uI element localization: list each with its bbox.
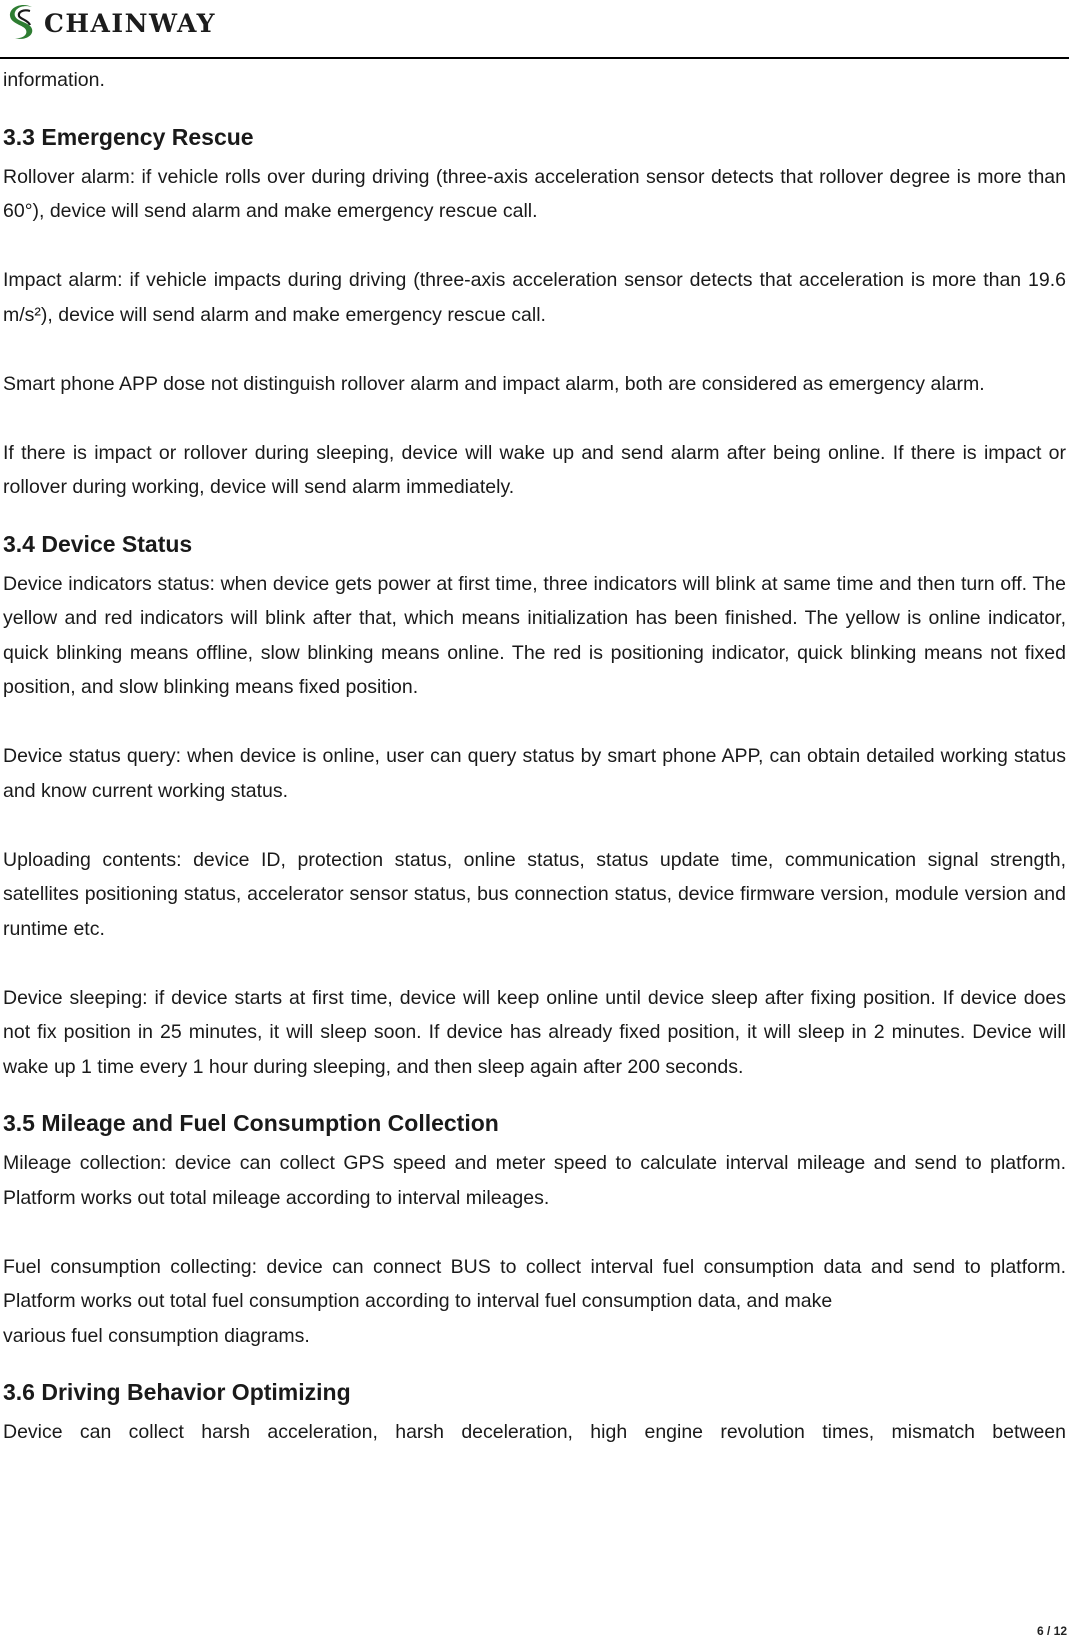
page-number: 6 / 12 [1036,1624,1067,1638]
fuel-consumption-paragraph: Fuel consumption collecting: device can connect BUS to collect interval fuel consumption data and send to platform. Platform works out total fuel consumption according to interval fuel consumption data, and make [3,1255,1066,1312]
status-query-paragraph: Device status query: when device is online, user can query status by smart phone APP, can obtain detailed working status and know current working status. [3,745,1066,802]
logo-text: CHAINWAY [44,8,216,38]
document-body [3,63,1066,1450]
section-3-6-heading: 3.6 Driving Behavior Optimizing [3,1379,351,1405]
header-divider [0,57,1069,59]
page-header [0,0,1069,60]
section-3-3-heading: 3.3 Emergency Rescue [3,123,254,150]
impact-alarm-paragraph: Impact alarm: if vehicle impacts during driving (three-axis acceleration sensor detects that acceleration is more than 19.6 m/s²), device will send alarm and make emergency rescue call. [3,269,1066,326]
driving-behavior-paragraph: Device can collect harsh acceleration, harsh deceleration, high engine revolution times, mismatch between [3,1421,1066,1443]
chainway-s-logo-icon [8,2,40,42]
intro-text: information. [3,69,105,91]
company-logo [8,2,216,42]
device-sleeping-paragraph: Device sleeping: if device starts at first time, device will keep online until device sleep after fixing position. If device does not fix position in 25 minutes, it will sleep soon. If device has already fixed position, it will sleep in 2 minutes. Device will wake up 1 time every 1 hour during sleeping, and then sleep again after 200 seconds. [3,986,1066,1078]
fuel-consumption-paragraph-end: various fuel consumption diagrams. [3,1324,310,1347]
rollover-alarm-paragraph: Rollover alarm: if vehicle rolls over during driving (three-axis acceleration sensor detects that rollover degree is more than 60°), device will send alarm and make emergency rescue call. [3,165,1066,222]
section-3-4-heading: 3.4 Device Status [3,530,193,557]
uploading-contents-paragraph: Uploading contents: device ID, protection status, online status, status update time, communication signal strength, satellites positioning status, accelerator sensor status, bus connection status, device firmware version, module version and runtime etc. [3,848,1066,940]
app-alarm-paragraph: Smart phone APP dose not distinguish rollover alarm and impact alarm, both are considered as emergency alarm. [3,372,985,395]
mileage-collection-paragraph: Mileage collection: device can collect GPS speed and meter speed to calculate interval mileage and send to platform. Platform works out total mileage according to interval mileages. [3,1152,1066,1209]
indicators-status-paragraph: Device indicators status: when device gets power at first time, three indicators will blink at same time and then turn off. The yellow and red indicators will blink after that, which means initialization has been finished. The yellow is online indicator, quick blinking means offline, slow blinking means online. The red is positioning indicator, quick blinking means not fixed position, and slow blinking means fixed position. [3,572,1066,698]
section-3-5-heading: 3.5 Mileage and Fuel Consumption Collection [3,1110,499,1136]
sleep-alarm-paragraph: If there is impact or rollover during sleeping, device will wake up and send alarm after being online. If there is impact or rollover during working, device will send alarm immediately. [3,441,1066,498]
